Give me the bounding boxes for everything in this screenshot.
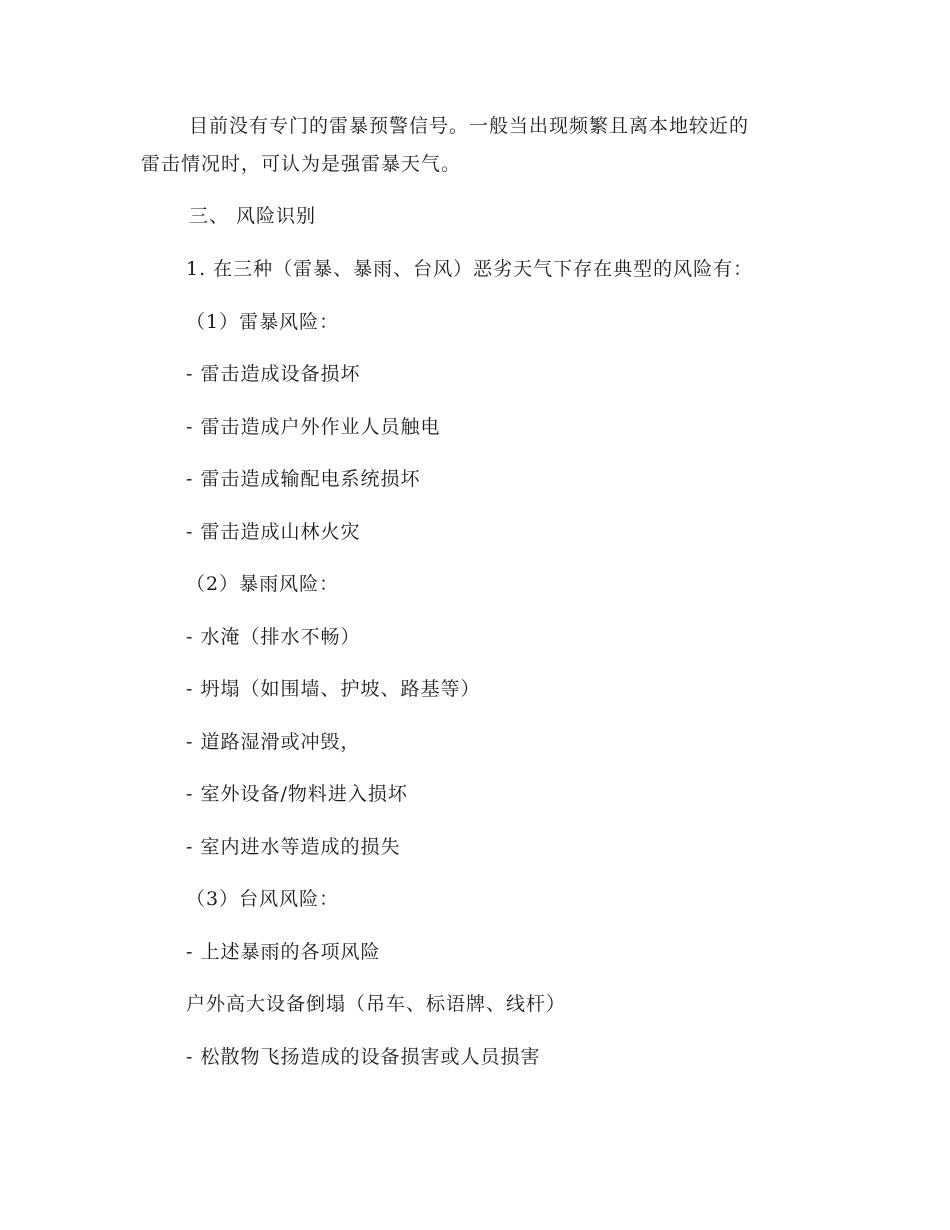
thunder-heading: （1）雷暴风险： xyxy=(186,311,340,333)
rainstorm-item: - 水淹（排水不畅） xyxy=(186,626,361,648)
thunder-item: - 雷击造成山林火灾 xyxy=(186,521,361,543)
section-heading: 三、 风险识别 xyxy=(189,205,317,227)
typhoon-item: - 上述暴雨的各项风险 xyxy=(186,941,381,963)
typhoon-item: 户外高大设备倒塌（吊车、标语牌、线杆） xyxy=(186,993,567,1015)
thunder-item: - 雷击造成设备损坏 xyxy=(186,363,361,385)
rainstorm-heading: （2）暴雨风险： xyxy=(186,573,340,595)
intro-line-1: 目前没有专门的雷暴预警信号。一般当出现频繁且离本地较近的 xyxy=(189,115,750,137)
rainstorm-item: - 道路湿滑或冲毁， xyxy=(186,731,361,753)
item-1-text: 1. 在三种（雷暴、暴雨、台风）恶劣天气下存在典型的风险有： xyxy=(186,258,754,280)
rainstorm-item: - 室内进水等造成的损失 xyxy=(186,836,401,858)
rainstorm-item: - 坍塌（如围墙、护坡、路基等） xyxy=(186,678,481,700)
thunder-item: - 雷击造成输配电系统损坏 xyxy=(186,468,421,490)
typhoon-item: - 松散物飞扬造成的设备损害或人员损害 xyxy=(186,1046,541,1068)
rainstorm-item: - 室外设备/物料进入损坏 xyxy=(186,783,408,805)
thunder-item: - 雷击造成户外作业人员触电 xyxy=(186,416,441,438)
typhoon-heading: （3）台风风险： xyxy=(186,888,340,910)
intro-line-2: 雷击情况时，可认为是强雷暴天气。 xyxy=(141,153,462,175)
